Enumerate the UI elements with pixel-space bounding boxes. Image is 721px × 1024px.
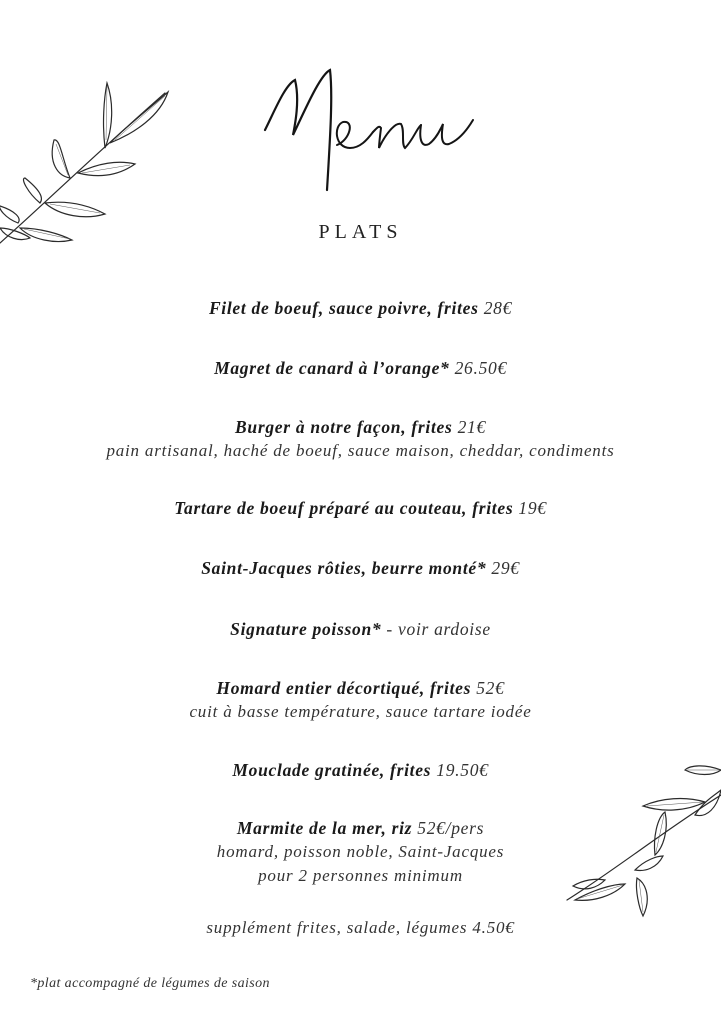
dish-price: 28€ xyxy=(483,298,513,318)
dish-name: Marmite de la mer, riz xyxy=(236,818,413,838)
menu-item xyxy=(0,415,721,463)
dish-description: pain artisanal, haché de boeuf, sauce maison, cheddar, condiments xyxy=(106,441,615,460)
footnote: *plat accompagné de légumes de saison xyxy=(30,976,270,991)
dish-name: Signature poisson* xyxy=(230,619,382,639)
dish-price: 52€ xyxy=(476,678,505,698)
dish-price: 21€ xyxy=(457,417,486,437)
menu-item xyxy=(0,556,721,580)
dish-price: 52€/pers xyxy=(417,818,485,838)
dish-price: 19.50€ xyxy=(436,760,489,780)
dish-price: 29€ xyxy=(491,558,520,578)
dish-name: Burger à notre façon, frites xyxy=(235,417,453,437)
menu-item xyxy=(0,617,721,641)
menu-title-script xyxy=(255,40,480,195)
dish-name: Saint-Jacques rôties, beurre monté* xyxy=(201,558,487,578)
dish-name: Tartare de boeuf préparé au couteau, frites xyxy=(174,498,514,518)
dish-name: Magret de canard à l’orange* xyxy=(214,358,450,378)
leaf-branch-icon xyxy=(565,760,721,920)
menu-item xyxy=(0,356,721,380)
dish-description: cuit à basse température, sauce tartare iodée xyxy=(189,702,532,721)
dish-description: pour 2 personnes minimum xyxy=(258,866,463,885)
dish-name: Filet de boeuf, sauce poivre, frites xyxy=(208,298,479,318)
dish-name: Homard entier décortiqué, frites xyxy=(216,678,472,698)
menu-item xyxy=(0,676,721,724)
section-title: PLATS xyxy=(318,221,403,243)
dish-description: homard, poisson noble, Saint-Jacques xyxy=(216,842,505,861)
dish-price: 19€ xyxy=(518,498,547,518)
menu-item xyxy=(0,296,721,320)
dish-name: Mouclade gratinée, frites xyxy=(232,760,432,780)
dish-price: - voir ardoise xyxy=(386,619,491,639)
supplement-text: supplément frites, salade, légumes 4.50€ xyxy=(206,918,515,937)
dish-price: 26.50€ xyxy=(454,358,507,378)
menu-item xyxy=(0,496,721,520)
